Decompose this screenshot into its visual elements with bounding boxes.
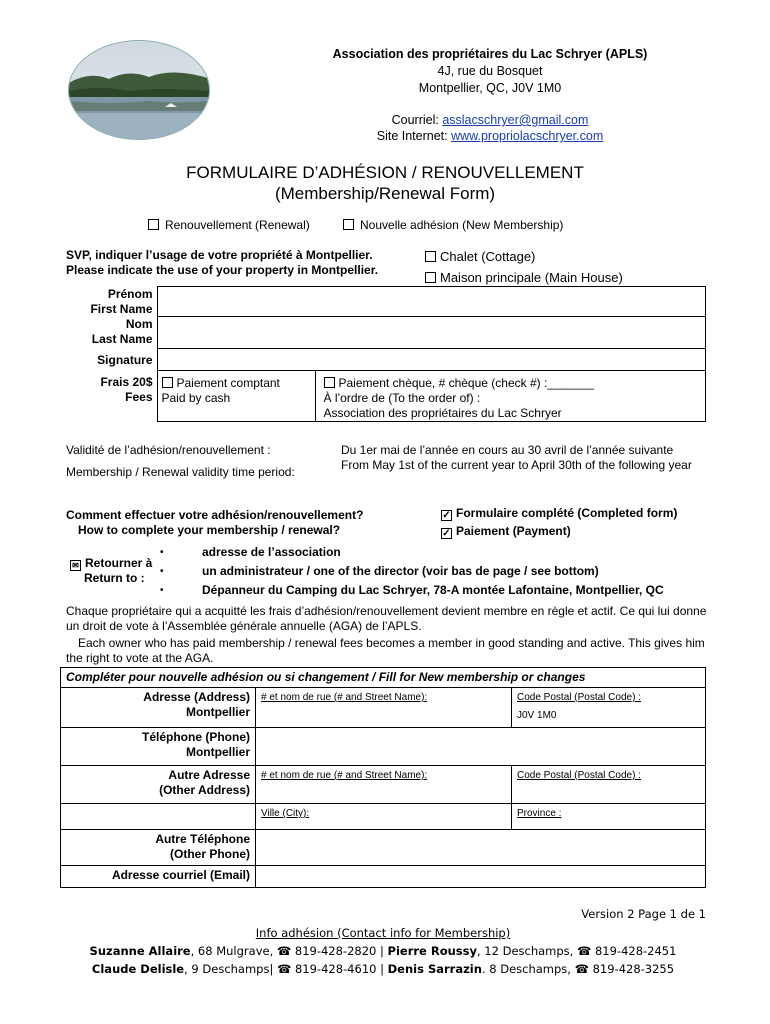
page-version: Version 2 Page 1 de 1 (581, 907, 706, 921)
contact-phone: 819-428-2820 (294, 944, 377, 958)
org-site-line (240, 128, 740, 144)
phone-label-fr: Téléphone (Phone) (142, 730, 250, 744)
first-name-label-fr: Prénom (107, 286, 153, 301)
contact-info-title: Info adhésion (Contact info for Membership) (255, 926, 511, 940)
empty-label-cell (61, 804, 256, 830)
first-name-label-en: First Name (90, 301, 153, 316)
email-label: Courriel: (391, 113, 443, 127)
postal-field[interactable] (512, 688, 706, 728)
street-placeholder: # et nom de rue (# and Street Name): (261, 692, 428, 703)
address-label (61, 688, 256, 728)
fees-label-en: Fees (125, 389, 153, 404)
cash-label-fr: Paiement comptant (176, 376, 280, 390)
section2-heading: Compléter pour nouvelle adhésion ou si changement / Fill for New membership or changes (61, 668, 706, 688)
org-address-line2: Montpellier, QC, J0V 1M0 (418, 81, 562, 95)
envelope-icon: ✉ (70, 560, 81, 571)
main-house-checkbox[interactable] (425, 272, 436, 283)
property-prompt-fr: SVP, indiquer l’usage de votre propriété à Montpellier. (66, 248, 373, 262)
renewal-option[interactable] (148, 218, 310, 232)
other-address-label-fr: Autre Adresse (168, 768, 250, 782)
org-name (240, 46, 740, 62)
cash-payment-cell[interactable] (157, 371, 315, 422)
cheque-payment-cell[interactable] (315, 371, 706, 422)
phone-icon: ☎ (277, 962, 292, 976)
new-membership-checkbox[interactable] (343, 219, 354, 230)
phone-label-city: Montpellier (185, 745, 250, 759)
return-to (70, 556, 152, 586)
signature-field[interactable] (157, 349, 706, 371)
contact-info-heading (60, 924, 706, 943)
new-membership-label: Nouvelle adhésion (New Membership) (360, 218, 564, 232)
email-link[interactable]: asslacschryer@gmail.com (442, 113, 589, 127)
voting-rights-paragraph-en: Each owner who has paid membership / renewal fees becomes a member in good standing and active. This gives him the right to vote at the AGA. (66, 636, 705, 665)
street-field[interactable] (256, 688, 512, 728)
chalet-checkbox[interactable] (425, 251, 436, 262)
contact-address: . 8 Deschamps, (481, 962, 575, 976)
address-label-city: Montpellier (185, 705, 250, 719)
property-prompt-en: Please indicate the use of your property in Montpellier. (66, 263, 379, 277)
validity-value-fr: Du 1er mai de l’année en cours au 30 avril de l’année suivante (341, 443, 674, 457)
contact-phone: 819-428-3255 (592, 962, 675, 976)
return-to-fr: Retourner à (85, 556, 153, 570)
first-name-label (60, 287, 157, 317)
contact-name: Pierre Roussy (387, 944, 477, 958)
cheque-line: Paiement chèque, # chèque (check #) :_______ (338, 376, 595, 390)
contacts-line1 (60, 942, 706, 961)
postal-value: J0V 1M0 (517, 710, 557, 721)
other-street-placeholder: # et nom de rue (# and Street Name): (261, 770, 428, 781)
province-field[interactable] (512, 804, 706, 830)
completed-form-label: Formulaire complété (Completed form) (456, 506, 678, 520)
form-title (60, 162, 710, 204)
phone-icon: ☎ (276, 944, 292, 958)
contact-name: Claude Delisle (91, 962, 185, 976)
other-address-label-en: (Other Address) (159, 783, 250, 797)
last-name-label-en: Last Name (91, 331, 153, 346)
property-prompt (66, 248, 378, 278)
other-postal-field[interactable] (512, 766, 706, 804)
cash-checkbox[interactable] (162, 377, 173, 388)
province-placeholder: Province : (517, 808, 562, 819)
renewal-checkbox[interactable] (148, 219, 159, 230)
form-title-main: FORMULAIRE D’ADHÉSION / RENOUVELLEMENT (186, 163, 584, 182)
chalet-option[interactable] (425, 249, 535, 264)
howto-question-en: How to complete your membership / renewal? (78, 523, 341, 537)
separator: | (376, 962, 388, 976)
fees-label (60, 371, 157, 422)
cheque-order: À l’ordre de (To the order of) : (323, 391, 481, 405)
phone-icon: ☎ (574, 962, 589, 976)
org-email-line (240, 112, 740, 128)
city-field[interactable] (256, 804, 512, 830)
howto-question (66, 508, 363, 538)
form-title-sub: (Membership/Renewal Form) (274, 184, 496, 203)
org-address-line1: 4J, rue du Bosquet (437, 64, 543, 78)
member-fields-table (60, 286, 706, 422)
lake-logo-image (68, 40, 210, 140)
renewal-label: Renouvellement (Renewal) (165, 218, 310, 232)
email-field-label: Adresse courriel (Email) (61, 866, 256, 888)
cheque-checkbox[interactable] (324, 377, 335, 388)
fees-label-fr: Frais 20$ (100, 374, 153, 389)
checked-box-icon: ✓ (442, 528, 451, 539)
list-item: • un administrateur / one of the director (voir bas de page / see bottom) (180, 562, 664, 581)
org-name-text: Association des propriétaires du Lac Schryer (APLS) (332, 47, 648, 61)
last-name-label-fr: Nom (125, 316, 153, 331)
other-phone-label-en: (Other Phone) (170, 847, 250, 861)
postal-placeholder: Code Postal (Postal Code) : (517, 692, 641, 703)
list-item: • adresse de l’association (180, 543, 664, 562)
list-item: • Dépanneur du Camping du Lac Schryer, 78-A montée Lafontaine, Montpellier, QC (180, 581, 664, 600)
payment-label: Paiement (Payment) (456, 524, 571, 538)
phone-field[interactable] (256, 728, 706, 766)
contact-phone: 819-428-2451 (594, 944, 677, 958)
other-phone-field[interactable] (256, 830, 706, 866)
checked-box-icon: ✓ (442, 510, 451, 521)
first-name-field[interactable] (157, 287, 706, 317)
contact-name: Suzanne Allaire (89, 944, 191, 958)
validity-label-fr: Validité de l’adhésion/renouvellement : (66, 443, 271, 457)
return-destinations-list (180, 543, 664, 600)
chalet-label: Chalet (Cottage) (440, 249, 536, 264)
contacts-line2: Claude Delisle, 9 Deschamps| ☎ 819-428-4610 | Denis Sarrazin. 8 Deschamps, ☎ 819-428-3255 (91, 962, 675, 976)
main-house-option[interactable] (425, 270, 623, 285)
other-phone-label-fr: Autre Téléphone (155, 832, 250, 846)
main-house-label: Maison principale (Main House) (440, 270, 623, 285)
contact-address: , 12 Deschamps, (476, 944, 577, 958)
site-link[interactable]: www.propriolacschryer.com (451, 129, 604, 143)
other-postal-placeholder: Code Postal (Postal Code) : (517, 770, 641, 781)
payment-check (441, 524, 571, 539)
validity-value-en: From May 1st of the current year to April 30th of the following year (341, 458, 692, 472)
contact-phone: 819-428-4610 (294, 962, 377, 976)
contact-details-table (60, 667, 706, 888)
address-label-fr: Adresse (Address) (143, 690, 250, 704)
contact-address: , 9 Deschamps (184, 962, 270, 976)
other-address-label (61, 766, 256, 804)
phone-label (61, 728, 256, 766)
return-to-en: Return to : (84, 571, 145, 585)
contact-address: , 68 Mulgrave, (190, 944, 277, 958)
other-street-field[interactable] (256, 766, 512, 804)
validity-value (341, 443, 711, 473)
howto-question-fr: Comment effectuer votre adhésion/renouvellement? (66, 508, 364, 522)
completed-form-check (441, 506, 677, 521)
site-label: Site Internet: (376, 129, 452, 143)
city-placeholder: Ville (City): (261, 808, 310, 819)
phone-icon: ☎ (576, 944, 592, 958)
last-name-label (60, 317, 157, 349)
separator: | (376, 944, 388, 958)
cheque-payee: Association des propriétaires du Lac Schryer (323, 406, 562, 420)
last-name-field[interactable] (157, 317, 706, 349)
new-membership-option[interactable] (343, 218, 563, 232)
voting-rights-paragraph-fr: Chaque propriétaire qui a acquitté les frais d’adhésion/renouvellement devient membre en règle et actif. Ce qui lui donne un droit de vote à l’Assemblée générale annuelle (AGA) de l’APLS. (66, 604, 707, 633)
contact-name: Denis Sarrazin (387, 962, 482, 976)
other-phone-label (61, 830, 256, 866)
signature-label: Signature (97, 352, 153, 367)
cash-label-en: Paid by cash (161, 391, 231, 405)
validity-label-en: Membership / Renewal validity time period: (66, 465, 295, 479)
email-field[interactable] (256, 866, 706, 888)
